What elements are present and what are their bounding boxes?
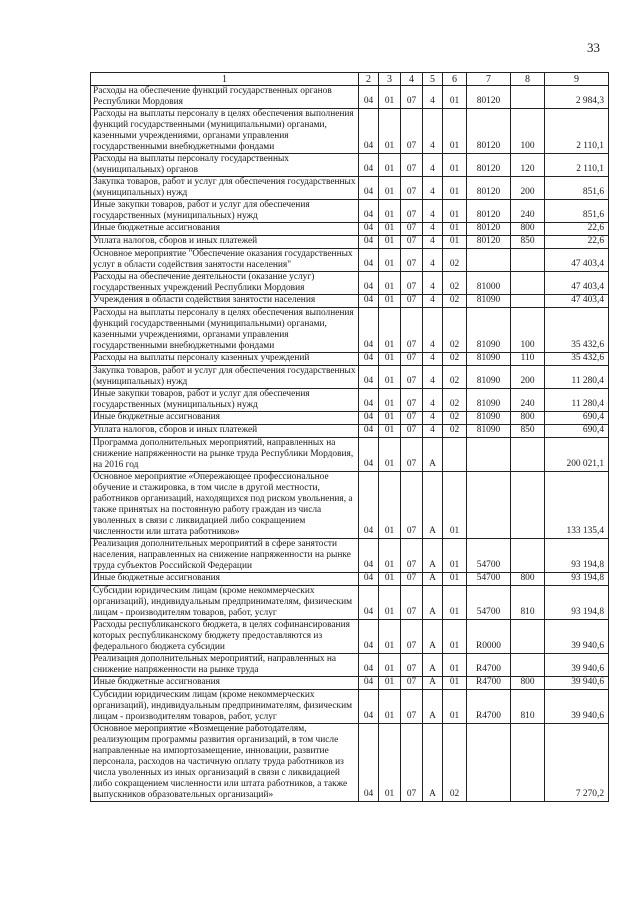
table-row [91,109,609,154]
row-name-cell: Расходы республиканского бюджета, в целях софинансирования которых республиканскому бюджету предоставляются из федерального бюджета субсидии [91,620,359,654]
amount-cell: 851,6 [545,200,609,223]
row-name-cell: Уплата налогов, сборов и иных платежей [91,425,359,438]
column-header: 4 [401,73,423,86]
row-name-cell: Иные закупки товаров, работ и услуг для обеспечения государственных (муниципальных) нужд [91,200,359,223]
code-cell: 4 [423,236,443,249]
code-cell: 07 [401,249,423,272]
table-row [91,308,609,353]
code-cell: 81090 [467,412,511,425]
code-cell: 07 [401,177,423,200]
code-cell: 4 [423,223,443,236]
row-name-cell: Расходы на выплаты персоналу государственных (муниципальных) органов [91,154,359,177]
code-cell: 04 [359,690,379,724]
table-row [91,425,609,438]
code-cell: 01 [379,86,401,109]
code-cell: 02 [443,295,467,308]
amount-cell: 39 940,6 [545,677,609,690]
code-cell: А [423,677,443,690]
code-cell: 810 [511,586,545,620]
code-cell: 07 [401,425,423,438]
code-cell: 02 [443,425,467,438]
code-cell: 01 [379,236,401,249]
column-header: 3 [379,73,401,86]
code-cell: 04 [359,86,379,109]
code-cell: А [423,690,443,724]
column-header: 6 [443,73,467,86]
table-row [91,438,609,472]
code-cell: 07 [401,353,423,366]
code-cell: 01 [443,109,467,154]
code-cell: 54700 [467,586,511,620]
code-cell: 4 [423,295,443,308]
code-cell [511,272,545,295]
amount-cell: 2 110,1 [545,154,609,177]
column-header: 5 [423,73,443,86]
code-cell: 07 [401,690,423,724]
row-name-cell: Иные бюджетные ассигнования [91,223,359,236]
row-name-cell: Субсидии юридическим лицам (кроме некоммерческих организаций), индивидуальным предпринимателям, физическим лицам - производителям товаров, работ, услуг [91,690,359,724]
code-cell: 01 [379,690,401,724]
amount-cell: 39 940,6 [545,620,609,654]
code-cell: 01 [379,573,401,586]
code-cell: 04 [359,295,379,308]
code-cell: 4 [423,412,443,425]
code-cell: 07 [401,366,423,389]
code-cell: 4 [423,249,443,272]
amount-cell: 35 432,6 [545,353,609,366]
row-name-cell: Учреждения в области содействия занятости населения [91,295,359,308]
table-row [91,366,609,389]
code-cell: 02 [443,272,467,295]
code-cell: 07 [401,573,423,586]
code-cell: 04 [359,389,379,412]
code-cell: 04 [359,272,379,295]
row-name-cell: Реализация дополнительных мероприятий, направленных на снижение напряженности на рынке труда [91,654,359,677]
code-cell: 01 [443,472,467,539]
code-cell [467,472,511,539]
code-cell: 81090 [467,353,511,366]
code-cell: 81000 [467,272,511,295]
amount-cell: 7 270,2 [545,724,609,802]
column-header: 1 [91,73,359,86]
row-name-cell: Расходы на выплаты персоналу в целях обеспечения выполнения функций государственными (муниципальными) органами, казенными учреждениями, органами управления государственными внебюджетными фондами [91,109,359,154]
code-cell: 01 [379,412,401,425]
code-cell: 01 [379,620,401,654]
code-cell: 54700 [467,539,511,573]
code-cell: 81090 [467,389,511,412]
table-row [91,154,609,177]
code-cell: 07 [401,272,423,295]
code-cell: 80120 [467,86,511,109]
code-cell: А [423,654,443,677]
code-cell: 07 [401,620,423,654]
code-cell: 850 [511,425,545,438]
code-cell: А [423,620,443,654]
code-cell: 4 [423,86,443,109]
code-cell: 200 [511,177,545,200]
code-cell: 04 [359,308,379,353]
code-cell: 4 [423,177,443,200]
code-cell: 240 [511,200,545,223]
code-cell: 4 [423,154,443,177]
code-cell: 01 [379,472,401,539]
code-cell: 04 [359,177,379,200]
code-cell: 02 [443,366,467,389]
amount-cell: 47 403,4 [545,295,609,308]
code-cell: R4700 [467,677,511,690]
code-cell: 07 [401,539,423,573]
code-cell: 07 [401,109,423,154]
row-name-cell: Уплата налогов, сборов и иных платежей [91,236,359,249]
row-name-cell: Иные бюджетные ассигнования [91,677,359,690]
code-cell: 04 [359,677,379,690]
code-cell: R4700 [467,654,511,677]
code-cell: 01 [443,586,467,620]
row-name-cell: Иные бюджетные ассигнования [91,573,359,586]
code-cell: 04 [359,200,379,223]
amount-cell: 22,6 [545,223,609,236]
table-row [91,412,609,425]
code-cell: 04 [359,223,379,236]
row-name-cell: Реализация дополнительных мероприятий в сфере занятости населения, направленных на снижение напряженности на рынке труда субъектов Российской Федерации [91,539,359,573]
row-name-cell: Расходы на выплаты персоналу казенных учреждений [91,353,359,366]
code-cell: 01 [379,438,401,472]
code-cell: 4 [423,200,443,223]
code-cell: 07 [401,654,423,677]
code-cell: 01 [379,677,401,690]
code-cell: 07 [401,236,423,249]
code-cell: 01 [379,223,401,236]
amount-cell: 22,6 [545,236,609,249]
column-header: 8 [511,73,545,86]
code-cell: 07 [401,200,423,223]
code-cell: 07 [401,472,423,539]
code-cell: 01 [379,724,401,802]
code-cell: 850 [511,236,545,249]
column-header: 9 [545,73,609,86]
column-header: 2 [359,73,379,86]
code-cell: А [423,438,443,472]
code-cell: 07 [401,154,423,177]
code-cell [511,620,545,654]
code-cell: 04 [359,412,379,425]
code-cell: 04 [359,109,379,154]
code-cell: 01 [379,366,401,389]
code-cell: 01 [379,539,401,573]
budget-table [90,72,609,802]
code-cell: 01 [443,200,467,223]
code-cell: 01 [443,690,467,724]
amount-cell: 93 194,8 [545,539,609,573]
code-cell: 800 [511,412,545,425]
code-cell: 80120 [467,109,511,154]
code-cell [511,86,545,109]
code-cell: 02 [443,249,467,272]
code-cell: 54700 [467,573,511,586]
amount-cell: 690,4 [545,412,609,425]
table-header-row [91,73,609,86]
code-cell [511,295,545,308]
row-name-cell: Иные закупки товаров, работ и услуг для обеспечения государственных (муниципальных) нужд [91,389,359,412]
code-cell: 04 [359,353,379,366]
code-cell: 07 [401,389,423,412]
code-cell: 01 [443,654,467,677]
amount-cell: 2 984,3 [545,86,609,109]
amount-cell: 35 432,6 [545,308,609,353]
amount-cell: 690,4 [545,425,609,438]
code-cell [511,472,545,539]
table-row [91,539,609,573]
row-name-cell: Закупка товаров, работ и услуг для обеспечения государственных (муниципальных) нужд [91,177,359,200]
table-body [91,86,609,802]
table-row [91,472,609,539]
code-cell: 01 [379,154,401,177]
code-cell: 04 [359,366,379,389]
amount-cell: 851,6 [545,177,609,200]
code-cell: 4 [423,353,443,366]
code-cell: 01 [443,677,467,690]
table-row [91,586,609,620]
code-cell: 01 [379,308,401,353]
code-cell: 100 [511,109,545,154]
amount-cell: 47 403,4 [545,249,609,272]
code-cell: 01 [379,109,401,154]
code-cell: 01 [379,353,401,366]
amount-cell: 39 940,6 [545,654,609,677]
code-cell: 200 [511,366,545,389]
code-cell: 01 [443,86,467,109]
code-cell [443,438,467,472]
code-cell: А [423,472,443,539]
code-cell: 800 [511,223,545,236]
code-cell: А [423,539,443,573]
code-cell: 07 [401,86,423,109]
code-cell: 81090 [467,425,511,438]
code-cell: 01 [443,236,467,249]
code-cell: 04 [359,472,379,539]
table-row [91,724,609,802]
code-cell: 04 [359,249,379,272]
code-cell: 800 [511,573,545,586]
code-cell: 01 [379,295,401,308]
code-cell: 04 [359,573,379,586]
column-header: 7 [467,73,511,86]
code-cell: А [423,573,443,586]
row-name-cell: Программа дополнительных мероприятий, направленных на снижение напряженности на рынке труда Республики Мордовия, на 2016 год [91,438,359,472]
code-cell: 04 [359,654,379,677]
code-cell: 100 [511,308,545,353]
code-cell: 4 [423,109,443,154]
table-row [91,573,609,586]
code-cell: 04 [359,154,379,177]
code-cell: 04 [359,438,379,472]
table-row [91,86,609,109]
row-name-cell: Расходы на обеспечение деятельности (оказание услуг) государственных учреждений Республики Мордовия [91,272,359,295]
code-cell: 81090 [467,308,511,353]
code-cell: А [423,724,443,802]
code-cell: 240 [511,389,545,412]
code-cell: 07 [401,438,423,472]
table-row [91,249,609,272]
code-cell: 07 [401,677,423,690]
amount-cell: 200 021,1 [545,438,609,472]
table-row [91,654,609,677]
table-row [91,200,609,223]
code-cell: 80120 [467,200,511,223]
amount-cell: 93 194,8 [545,573,609,586]
code-cell [511,539,545,573]
amount-cell: 11 280,4 [545,389,609,412]
code-cell: 01 [379,586,401,620]
code-cell: 04 [359,724,379,802]
code-cell: 01 [379,389,401,412]
row-name-cell: Расходы на обеспечение функций государственных органов Республики Мордовия [91,86,359,109]
code-cell [467,438,511,472]
code-cell: 80120 [467,223,511,236]
code-cell: 800 [511,677,545,690]
table-row [91,389,609,412]
row-name-cell: Закупка товаров, работ и услуг для обеспечения государственных (муниципальных) нужд [91,366,359,389]
row-name-cell: Субсидии юридическим лицам (кроме некоммерческих организаций), индивидуальным предпринимателям, физическим лицам - производителям товаров, работ, услуг [91,586,359,620]
code-cell: 02 [443,412,467,425]
table-row [91,690,609,724]
code-cell: 81090 [467,295,511,308]
table-row [91,223,609,236]
code-cell: 01 [443,177,467,200]
amount-cell: 11 280,4 [545,366,609,389]
code-cell: 07 [401,724,423,802]
amount-cell: 47 403,4 [545,272,609,295]
code-cell [467,249,511,272]
code-cell: 07 [401,586,423,620]
code-cell [511,249,545,272]
amount-cell: 2 110,1 [545,109,609,154]
row-name-cell: Иные бюджетные ассигнования [91,412,359,425]
code-cell: 02 [443,724,467,802]
code-cell: 04 [359,539,379,573]
code-cell: 04 [359,620,379,654]
table-row [91,177,609,200]
table-row [91,272,609,295]
code-cell: 110 [511,353,545,366]
code-cell [511,654,545,677]
code-cell: 4 [423,425,443,438]
amount-cell: 93 194,8 [545,586,609,620]
code-cell: 01 [443,620,467,654]
code-cell: 80120 [467,236,511,249]
code-cell: 4 [423,366,443,389]
table-row [91,620,609,654]
code-cell [511,724,545,802]
code-cell: 04 [359,236,379,249]
code-cell: 04 [359,425,379,438]
code-cell: 01 [379,654,401,677]
code-cell: R0000 [467,620,511,654]
code-cell: 4 [423,272,443,295]
code-cell: 01 [443,223,467,236]
code-cell: А [423,586,443,620]
code-cell: 02 [443,353,467,366]
code-cell: 80120 [467,177,511,200]
code-cell: 07 [401,412,423,425]
code-cell: R4700 [467,690,511,724]
code-cell: 01 [443,539,467,573]
row-name-cell: Расходы на выплаты персоналу в целях обеспечения выполнения функций государственными (муниципальными) органами, казенными учреждениями, органами управления государственными внебюджетными фондами [91,308,359,353]
code-cell: 04 [359,586,379,620]
code-cell: 01 [443,573,467,586]
code-cell: 01 [443,154,467,177]
row-name-cell: Основное мероприятие «Опережающее профессиональное обучение и стажировка, в том числе в другой местности, работников организаций, находящихся под риском увольнения, а также принятых на постоянную работу граждан из числа уволенных в связи с ликвидацией либо сокращением численности или штата работников» [91,472,359,539]
code-cell: 01 [379,177,401,200]
code-cell: 01 [379,272,401,295]
table-row [91,295,609,308]
code-cell: 4 [423,308,443,353]
code-cell: 4 [423,389,443,412]
code-cell: 80120 [467,154,511,177]
code-cell: 01 [379,200,401,223]
code-cell: 07 [401,223,423,236]
code-cell [467,724,511,802]
table-row [91,677,609,690]
amount-cell: 39 940,6 [545,690,609,724]
code-cell: 07 [401,308,423,353]
code-cell [511,438,545,472]
amount-cell: 133 135,4 [545,472,609,539]
code-cell: 02 [443,308,467,353]
table-row [91,236,609,249]
table-row [91,353,609,366]
code-cell: 81090 [467,366,511,389]
row-name-cell: Основное мероприятие "Обеспечение оказания государственных услуг в области содействия занятости населения" [91,249,359,272]
code-cell: 01 [379,425,401,438]
code-cell: 810 [511,690,545,724]
code-cell: 07 [401,295,423,308]
code-cell: 02 [443,389,467,412]
code-cell: 120 [511,154,545,177]
page-number: 33 [587,40,600,55]
row-name-cell: Основное мероприятие «Возмещение работодателям, реализующим программы развития организаций, в том числе направленные на импортозамещение, инновации, развитие персонала, расходов на частичную оплату труда работников из числа уволенных из иных организаций в связи с ликвидацией либо сокращением численности или штата работников, а также выпускников образовательных организаций» [91,724,359,802]
code-cell: 01 [379,249,401,272]
